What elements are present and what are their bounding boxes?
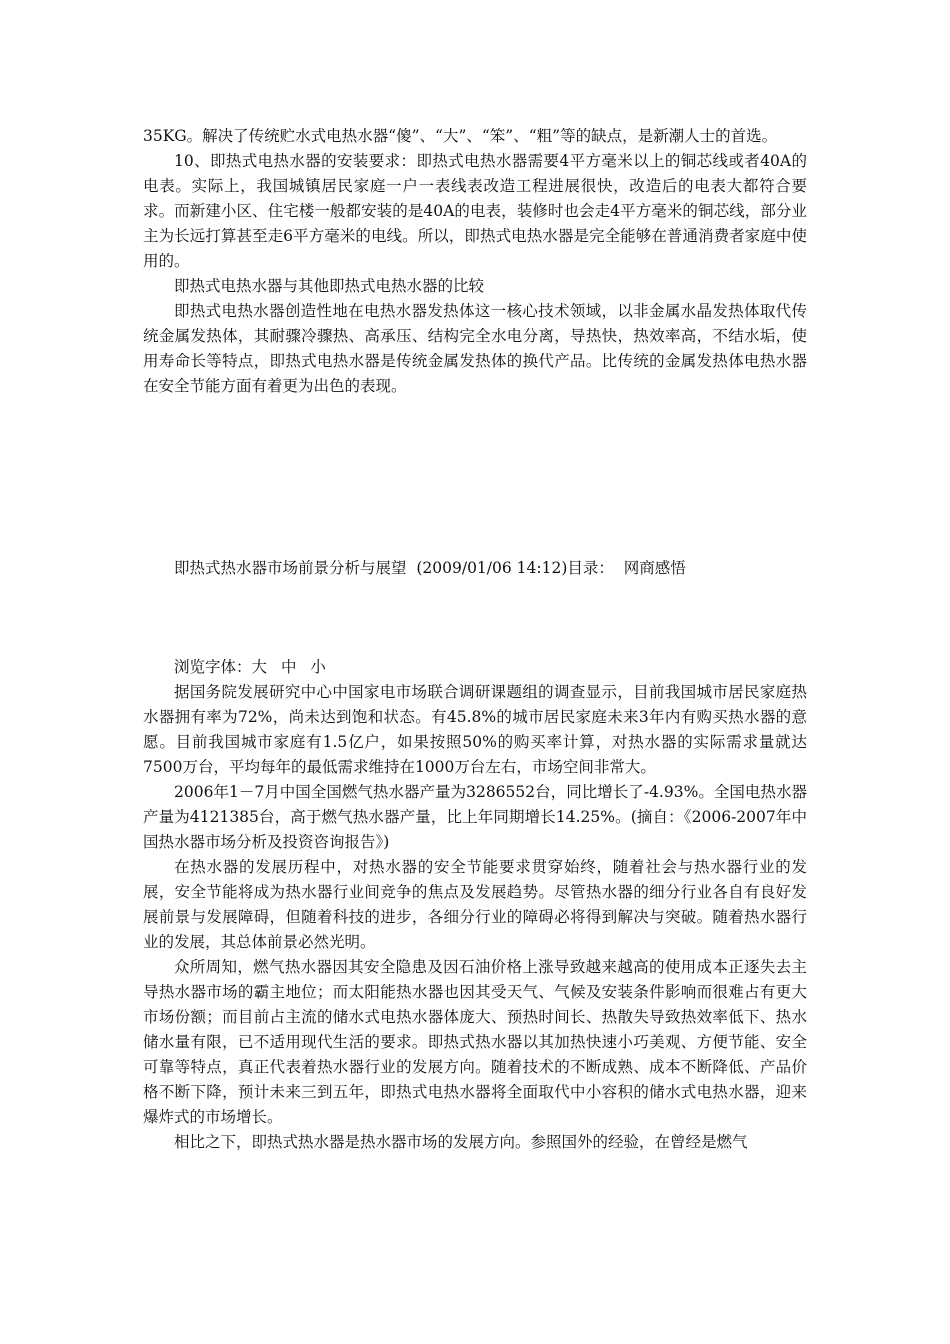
font-size-medium-link[interactable]: 中 [280, 658, 297, 676]
continuation-paragraph: 35KG。解决了传统贮水式电热水器“傻”、“大”、“笨”、“粗”等的缺点，是新潮人士的首选。 [143, 127, 778, 145]
article-paragraph: 据国务院发展研究中心中国家电市场联合调研课题组的调查显示，目前我国城市居民家庭热水器拥有率为72%，尚未达到饱和状态。有45.8%的城市居民家庭未来3年内有购买热水器的意愿。目前我国城市家庭有1.5亿户，如果按照50%的购买率计算，对热水器的实际需求量就达7500万台，平均每年的最低需求维持在1000万台左右，市场空间非常大。 [143, 683, 807, 776]
article-paragraph: 相比之下，即热式热水器是热水器市场的发展方向。参照国外的经验，在曾经是燃气 [174, 1133, 748, 1151]
font-size-label: 浏览字体： [174, 658, 252, 676]
font-size-small-link[interactable]: 小 [310, 658, 326, 676]
font-size-large-link[interactable]: 大 [251, 658, 268, 676]
article-paragraph: 2006年1－7月中国全国燃气热水器产量为3286552台，同比增长了-4.93%。全国电热水器产量为4121385台，高于燃气热水器产量，比上年同期增长14.25%。(摘自：《2006-2007年中国热水器市场分析及投资咨询报告》) [143, 783, 807, 851]
article-paragraph: 众所周知，燃气热水器因其安全隐患及因石油价格上涨导致越来越高的使用成本正逐失去主导热水器市场的霸主地位；而太阳能热水器也因其受天气、气候及安装条件影响而很难占有更大市场份额；而目前占主流的储水式电热水器体庞大、预热时间长、热散失导致热效率低下、热水储水量有限，已不适用现代生活的要求。即热式热水器以其加热快速小巧美观、方便节能、安全可靠等特点，真正代表着热水器行业的发展方向。随着技术的不断成熟、成本不断降低、产品价格不断下降，预计未来三到五年，即热式电热水器将全面取代中小容积的储水式电热水器，迎来爆炸式的市场增长。 [143, 958, 807, 1126]
installation-requirements-paragraph: 10、即热式电热水器的安装要求：即热式电热水器需要4平方毫米以上的铜芯线或者40A的电表。实际上，我国城镇居民家庭一户一表线表改造工程进展很快，改造后的电表大都符合要求。而新建小区、住宅楼一般都安装的是40A的电表，装修时也会走4平方毫米的铜芯线，部分业主为长远打算甚至走6平方毫米的电线。所以，即热式电热水器是完全能够在普通消费者家庭中使用的。 [143, 152, 807, 270]
comparison-paragraph: 即热式电热水器创造性地在电热水器发热体这一核心技术领域，以非金属水晶发热体取代传统金属发热体，其耐骤冷骤热、高承压、结构完全水电分离，导热快，热效率高，不结水垢，使用寿命长等特点，即热式电热水器是传统金属发热体的换代产品。比传统的金属发热体电热水器在安全节能方面有着更为出色的表现。 [143, 302, 807, 395]
article-paragraph: 在热水器的发展历程中，对热水器的安全节能要求贯穿始终，随着社会与热水器行业的发展，安全节能将成为热水器行业间竞争的焦点及发展趋势。尽管热水器的细分行业各自有良好发展前景与发展障碍，但随着科技的进步，各细分行业的障碍必将得到解决与突破。随着热水器行业的发展，其总体前景必然光明。 [143, 858, 807, 951]
document-page [143, 124, 807, 1155]
spacer [143, 581, 807, 655]
article-title-line: 即热式热水器市场前景分析与展望 (2009/01/06 14:12)目录： 网商感悟 [174, 559, 686, 577]
comparison-subheading: 即热式电热水器与其他即热式电热水器的比较 [174, 277, 485, 295]
font-size-selector [143, 655, 807, 680]
spacer [143, 399, 807, 556]
